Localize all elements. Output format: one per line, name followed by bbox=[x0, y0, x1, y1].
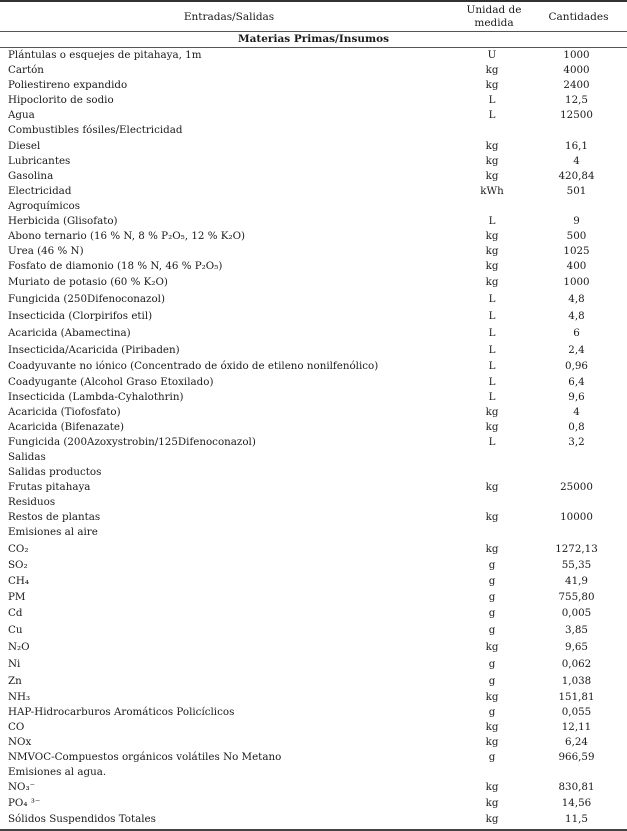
table-row bbox=[0, 639, 627, 656]
table-row bbox=[0, 48, 627, 63]
row-quantity: 400 bbox=[566, 260, 587, 273]
row-unit: g bbox=[488, 590, 496, 603]
row-quantity: 1000 bbox=[563, 276, 590, 289]
row-quantity: 830,81 bbox=[558, 781, 595, 794]
row-label: Acaricida (Tiofosfato) bbox=[8, 405, 121, 418]
table-row bbox=[0, 154, 627, 169]
row-label: Acaricida (Bifenazate) bbox=[8, 420, 124, 433]
row-quantity: 966,59 bbox=[558, 751, 595, 764]
row-quantity: 6,4 bbox=[568, 375, 585, 388]
table-row bbox=[0, 405, 627, 420]
table-row bbox=[0, 541, 627, 558]
row-label: Residuos bbox=[8, 496, 56, 509]
row-label: CH₄ bbox=[8, 574, 29, 587]
row-label: Salidas bbox=[8, 450, 46, 463]
row-unit: kg bbox=[485, 154, 499, 167]
table-row bbox=[0, 139, 627, 154]
row-quantity: 0,8 bbox=[568, 420, 585, 433]
table-row bbox=[0, 735, 627, 750]
row-label: Ni bbox=[8, 657, 21, 670]
table-row bbox=[0, 573, 627, 590]
row-unit: kg bbox=[485, 797, 499, 810]
row-quantity bbox=[528, 123, 625, 138]
row-unit: kg bbox=[485, 640, 499, 653]
row-label: Fungicida (250Difenoconazol) bbox=[8, 293, 165, 306]
row-label: Fungicida (200Azoxystrobin/125Difenoconazol) bbox=[8, 435, 256, 448]
table-row bbox=[0, 359, 627, 374]
row-quantity: 0,96 bbox=[565, 360, 588, 373]
table-row bbox=[0, 605, 627, 622]
table-row bbox=[0, 495, 627, 510]
table-row bbox=[0, 795, 627, 812]
row-quantity: 9,65 bbox=[565, 640, 588, 653]
row-quantity bbox=[528, 765, 625, 780]
table-body bbox=[0, 48, 627, 827]
row-label: Agua bbox=[8, 109, 35, 122]
row-label: Plántulas o esquejes de pitahaya, 1m bbox=[8, 49, 202, 61]
row-quantity: 4,8 bbox=[568, 310, 585, 323]
row-unit: kg bbox=[485, 169, 499, 182]
row-quantity: 25000 bbox=[560, 481, 593, 494]
row-unit: kg bbox=[485, 245, 499, 258]
row-label: Frutas pitahaya bbox=[8, 481, 91, 494]
row-label: Urea (46 % N) bbox=[8, 245, 84, 258]
row-unit bbox=[456, 525, 528, 540]
row-label: Coadyugante (Alcohol Graso Etoxilado) bbox=[8, 375, 214, 388]
row-quantity: 41,9 bbox=[565, 574, 588, 587]
row-label: Abono ternario (16 % N, 8 % P₂O₅, 12 % K₂O) bbox=[8, 230, 246, 243]
header-unit: Unidad de medida bbox=[466, 3, 522, 29]
row-quantity: 9 bbox=[573, 215, 580, 228]
row-label: CO bbox=[8, 720, 25, 733]
row-quantity: 755,80 bbox=[558, 590, 595, 603]
row-unit: kg bbox=[485, 79, 499, 92]
table-row bbox=[0, 525, 627, 540]
row-label: PM bbox=[8, 590, 26, 603]
row-label: NMVOC-Compuestos orgánicos volátiles No Metano bbox=[8, 751, 282, 764]
table-row bbox=[0, 690, 627, 705]
row-label: Electricidad bbox=[8, 184, 72, 197]
row-unit: kg bbox=[485, 420, 499, 433]
row-quantity: 4 bbox=[573, 154, 580, 167]
table-row bbox=[0, 720, 627, 735]
table-row bbox=[0, 214, 627, 229]
row-label: Cu bbox=[8, 623, 23, 636]
row-unit: kg bbox=[485, 481, 499, 494]
row-unit: kg bbox=[485, 736, 499, 748]
table-row bbox=[0, 590, 627, 605]
row-label: Acaricida (Abamectina) bbox=[8, 327, 131, 340]
row-unit: g bbox=[488, 705, 496, 718]
row-unit: L bbox=[488, 375, 496, 388]
row-label: NOx bbox=[8, 736, 32, 748]
table-row bbox=[0, 308, 627, 325]
table-row bbox=[0, 274, 627, 291]
table-row bbox=[0, 184, 627, 199]
table-row bbox=[0, 325, 627, 342]
table-row bbox=[0, 229, 627, 244]
row-label: Fosfato de diamonio (18 % N, 46 % P₂O₅) bbox=[8, 260, 223, 273]
row-quantity: 2400 bbox=[563, 79, 590, 92]
row-unit: kg bbox=[485, 511, 499, 524]
table-row bbox=[0, 199, 627, 214]
row-unit: kg bbox=[485, 781, 499, 794]
table-row bbox=[0, 435, 627, 450]
row-quantity: 3,85 bbox=[565, 623, 588, 636]
table-row bbox=[0, 750, 627, 765]
row-unit: L bbox=[488, 293, 496, 306]
table-row bbox=[0, 169, 627, 184]
row-unit: L bbox=[488, 390, 496, 403]
table-row bbox=[0, 780, 627, 795]
row-label: Restos de plantas bbox=[8, 511, 101, 524]
row-unit bbox=[456, 450, 528, 465]
row-label: Insecticida (Lambda-Cyhalothrin) bbox=[8, 390, 184, 403]
row-quantity: 1272,13 bbox=[555, 542, 598, 555]
row-label: Agroquímicos bbox=[8, 199, 80, 212]
row-quantity: 6 bbox=[573, 327, 580, 340]
row-label: PO₄ ³⁻ bbox=[8, 797, 41, 810]
row-label: Poliestireno expandido bbox=[8, 79, 128, 92]
row-unit: L bbox=[488, 310, 496, 323]
table-row bbox=[0, 510, 627, 525]
header-quantity: Cantidades bbox=[548, 10, 609, 23]
row-unit: kg bbox=[485, 405, 499, 418]
header-entries: Entradas/Salidas bbox=[183, 10, 275, 23]
row-unit: L bbox=[488, 344, 496, 357]
table-row bbox=[0, 480, 627, 495]
row-label: Muriato de potasio (60 % K₂O) bbox=[8, 276, 168, 289]
row-quantity: 4,8 bbox=[568, 293, 585, 306]
row-unit: g bbox=[488, 606, 496, 619]
row-quantity: 9,6 bbox=[568, 390, 585, 403]
row-quantity: 6,24 bbox=[565, 736, 588, 748]
table-row bbox=[0, 656, 627, 673]
table-row bbox=[0, 420, 627, 435]
table-row bbox=[0, 244, 627, 259]
table-row bbox=[0, 390, 627, 405]
table-row bbox=[0, 558, 627, 573]
table-row bbox=[0, 765, 627, 780]
row-unit: g bbox=[488, 558, 496, 571]
row-label: NH₃ bbox=[8, 690, 31, 703]
row-unit: L bbox=[488, 327, 496, 340]
row-unit: kg bbox=[485, 276, 499, 289]
row-quantity: 55,35 bbox=[561, 558, 592, 571]
row-unit: U bbox=[487, 49, 497, 61]
row-label: Herbicida (Glisofato) bbox=[8, 215, 118, 228]
row-quantity: 16,1 bbox=[565, 139, 588, 152]
row-quantity: 3,2 bbox=[568, 435, 585, 448]
table-row bbox=[0, 108, 627, 123]
row-label: Hipoclorito de sodio bbox=[8, 94, 114, 107]
row-unit: kg bbox=[485, 230, 499, 243]
table-row bbox=[0, 78, 627, 93]
row-unit: L bbox=[488, 94, 496, 107]
row-unit bbox=[456, 199, 528, 214]
row-unit: L bbox=[488, 109, 496, 122]
row-unit: g bbox=[488, 751, 496, 764]
row-unit bbox=[456, 495, 528, 510]
row-label: Insecticida (Clorpirifos etil) bbox=[8, 310, 153, 323]
table-row bbox=[0, 622, 627, 639]
row-label: NO₃⁻ bbox=[8, 781, 36, 794]
row-quantity: 14,56 bbox=[561, 797, 592, 810]
row-quantity: 4000 bbox=[563, 64, 590, 77]
row-unit: g bbox=[488, 657, 496, 670]
table-row bbox=[0, 291, 627, 308]
row-quantity: 12,5 bbox=[565, 94, 588, 107]
row-quantity: 2,4 bbox=[568, 344, 585, 357]
row-quantity: 1025 bbox=[563, 245, 590, 258]
row-unit: g bbox=[488, 623, 496, 636]
table-row bbox=[0, 673, 627, 690]
row-quantity: 500 bbox=[566, 230, 587, 243]
table-row bbox=[0, 259, 627, 274]
row-label: Coadyuvante no iónico (Concentrado de óxido de etileno nonilfenólico) bbox=[8, 360, 379, 373]
row-unit: kg bbox=[485, 64, 499, 77]
row-label: HAP-Hidrocarburos Aromáticos Policíclicos bbox=[8, 705, 235, 718]
row-label: CO₂ bbox=[8, 542, 29, 555]
row-quantity: 0,055 bbox=[561, 705, 592, 718]
row-quantity bbox=[528, 199, 625, 214]
row-label: N₂O bbox=[8, 640, 30, 653]
row-label: SO₂ bbox=[8, 558, 28, 571]
row-quantity: 1,038 bbox=[561, 674, 592, 687]
row-quantity: 4 bbox=[573, 405, 580, 418]
table-row bbox=[0, 63, 627, 78]
row-quantity bbox=[528, 450, 625, 465]
row-label: Emisiones al agua. bbox=[8, 766, 107, 779]
row-quantity: 0,062 bbox=[561, 657, 592, 670]
row-quantity: 10000 bbox=[560, 511, 593, 524]
row-unit: kWh bbox=[480, 184, 504, 197]
row-unit: kg bbox=[485, 139, 499, 152]
row-unit: L bbox=[488, 215, 496, 228]
row-label: Cartón bbox=[8, 64, 44, 77]
row-unit bbox=[456, 465, 528, 480]
row-quantity: 12,11 bbox=[561, 720, 592, 733]
row-quantity: 151,81 bbox=[558, 690, 595, 703]
table-row bbox=[0, 812, 627, 827]
table-row bbox=[0, 465, 627, 480]
row-label: Salidas productos bbox=[8, 466, 102, 479]
row-unit: kg bbox=[485, 720, 499, 733]
section-title: Materias Primas/Insumos bbox=[237, 33, 390, 45]
row-label: Lubricantes bbox=[8, 154, 71, 167]
row-quantity bbox=[528, 495, 625, 510]
row-label: Zn bbox=[8, 674, 22, 687]
row-unit: L bbox=[488, 360, 496, 373]
row-unit: g bbox=[488, 674, 496, 687]
table-header bbox=[0, 2, 627, 31]
row-quantity: 420,84 bbox=[558, 169, 595, 182]
table-row bbox=[0, 342, 627, 359]
row-quantity bbox=[528, 525, 625, 540]
row-quantity: 11,5 bbox=[565, 813, 588, 826]
row-label: Sólidos Suspendidos Totales bbox=[8, 813, 156, 826]
row-quantity: 501 bbox=[566, 184, 587, 197]
table-row bbox=[0, 705, 627, 720]
table-row bbox=[0, 375, 627, 390]
row-unit: L bbox=[488, 435, 496, 448]
row-label: Cd bbox=[8, 606, 23, 619]
row-quantity: 12500 bbox=[560, 109, 593, 122]
table-row bbox=[0, 123, 627, 138]
row-quantity bbox=[528, 465, 625, 480]
table-row bbox=[0, 93, 627, 108]
row-label: Emisiones al aire bbox=[8, 526, 98, 539]
row-label: Insecticida/Acaricida (Piribaden) bbox=[8, 344, 180, 357]
row-unit bbox=[456, 765, 528, 780]
row-label: Gasolina bbox=[8, 169, 54, 182]
row-unit: kg bbox=[485, 690, 499, 703]
row-unit: kg bbox=[485, 813, 499, 826]
row-unit: kg bbox=[485, 542, 499, 555]
row-unit: kg bbox=[485, 260, 499, 273]
row-quantity: 0,005 bbox=[561, 606, 592, 619]
row-label: Combustibles fósiles/Electricidad bbox=[8, 124, 183, 137]
row-unit: g bbox=[488, 574, 496, 587]
table-row bbox=[0, 450, 627, 465]
row-unit bbox=[456, 123, 528, 138]
row-quantity: 1000 bbox=[563, 49, 590, 61]
row-label: Diesel bbox=[8, 139, 41, 152]
